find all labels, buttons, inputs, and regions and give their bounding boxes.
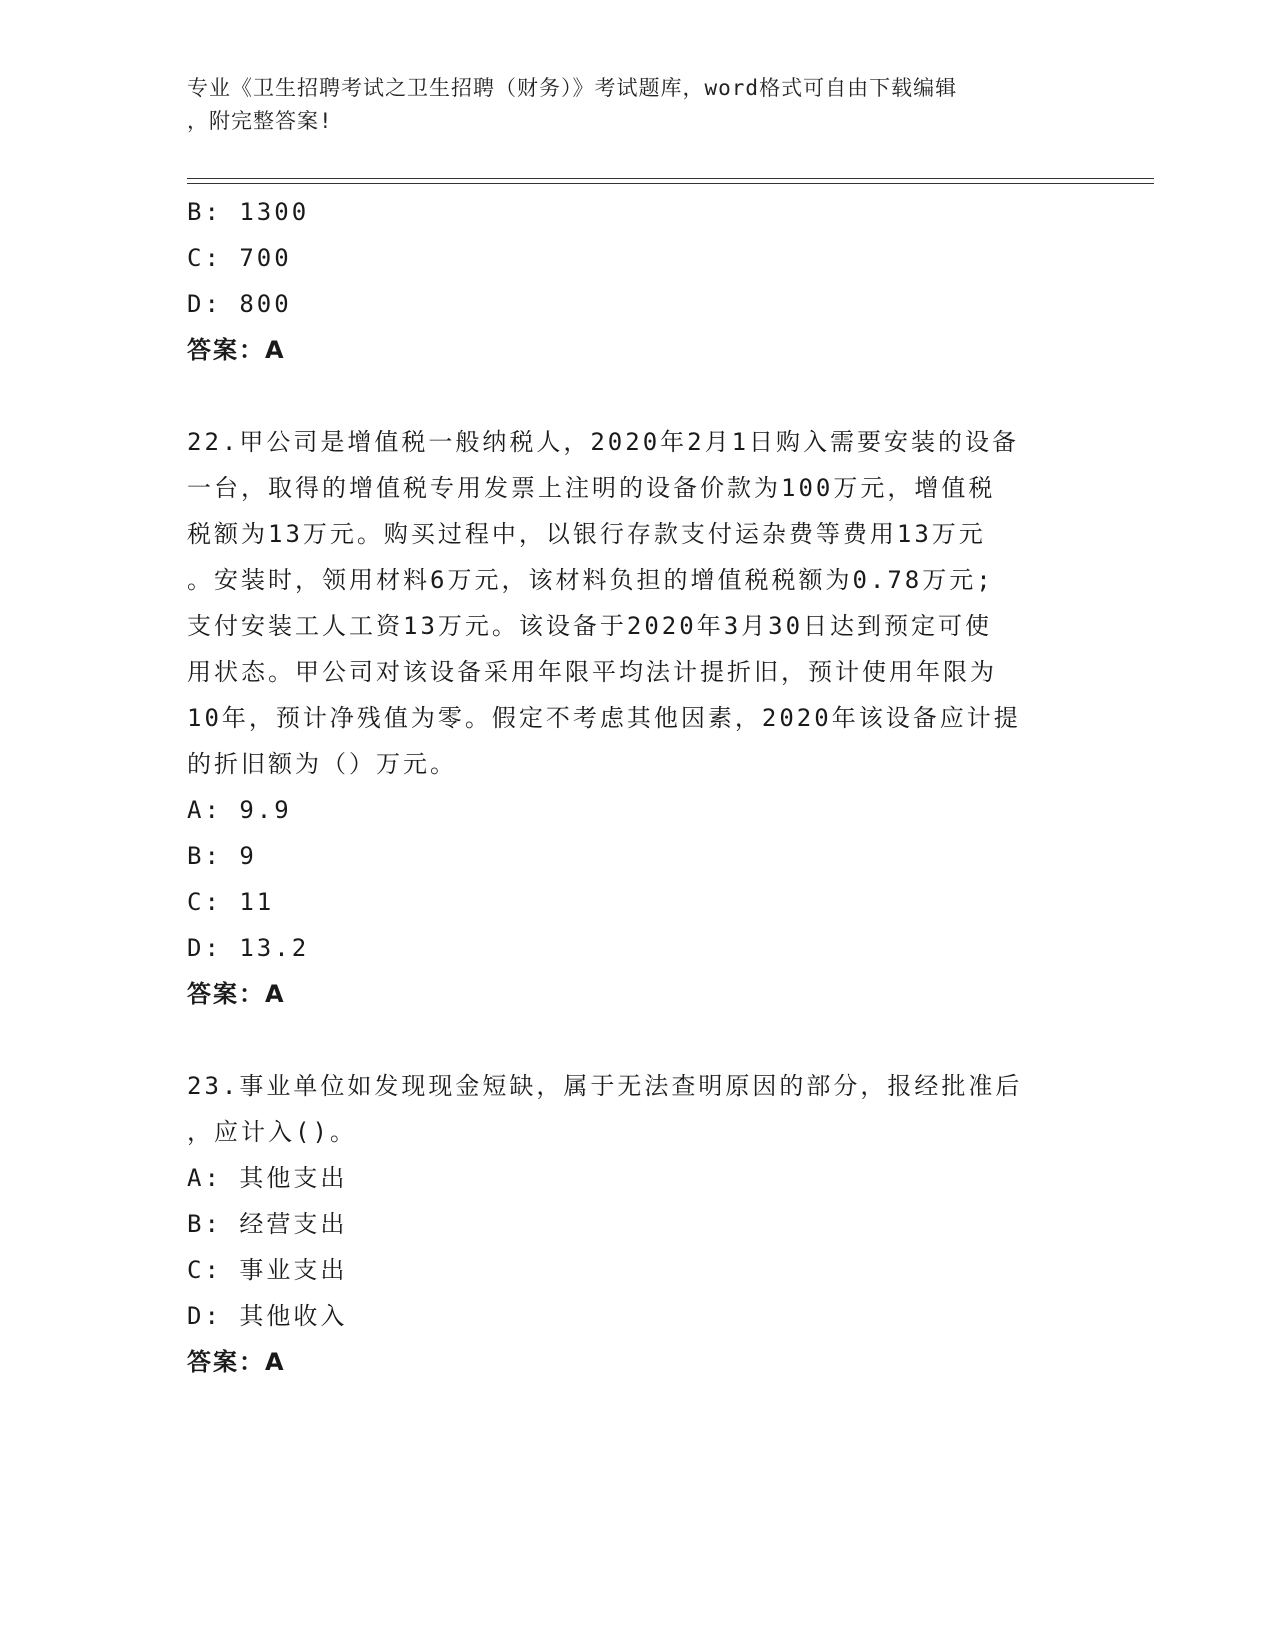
question-text-line: 10年，预计净残值为零。假定不考虑其他因素，2020年该设备应计提	[187, 704, 1021, 732]
question-text-line: 支付安装工人工资13万元。该设备于2020年3月30日达到预定可使	[187, 612, 993, 640]
option-d: D: 13.2	[187, 934, 310, 962]
question-text-line: 。安装时，领用材料6万元，该材料负担的增值税税额为0.78万元;	[187, 566, 994, 594]
option-a: A: 9.9	[187, 796, 292, 824]
option-d: D: 其他收入	[187, 1302, 348, 1330]
answer-line: 答案：A	[187, 980, 286, 1008]
question-text-line: 22.甲公司是增值税一般纳税人，2020年2月1日购入需要安装的设备	[187, 428, 1020, 456]
document-header	[187, 72, 1067, 138]
question-text-line: 的折旧额为（）万元。	[187, 750, 457, 778]
question-text-line: 23.事业单位如发现现金短缺，属于无法查明原因的部分，报经批准后	[187, 1072, 1023, 1100]
answer-line: 答案：A	[187, 1348, 286, 1376]
spacer	[187, 373, 1087, 419]
option-a: A: 其他支出	[187, 1164, 348, 1192]
option-d: D: 800	[187, 290, 292, 318]
header-line-1: 专业《卫生招聘考试之卫生招聘（财务）》考试题库，word格式可自由下载编辑	[187, 76, 958, 100]
question-23	[187, 1063, 1087, 1385]
option-c: C: 700	[187, 244, 292, 272]
question-21	[187, 189, 1087, 373]
option-c: C: 事业支出	[187, 1256, 348, 1284]
answer-line: 答案：A	[187, 336, 286, 364]
option-c: C: 11	[187, 888, 275, 916]
header-rule-bottom	[187, 183, 1154, 184]
question-22	[187, 419, 1087, 1017]
option-b: B: 经营支出	[187, 1210, 348, 1238]
question-text-line: 税额为13万元。购买过程中，以银行存款支付运杂费等费用13万元	[187, 520, 986, 548]
question-text-line: 用状态。甲公司对该设备采用年限平均法计提折旧，预计使用年限为	[187, 658, 997, 686]
option-b: B: 9	[187, 842, 257, 870]
document-body	[187, 189, 1087, 1385]
question-text-line: 一台，取得的增值税专用发票上注明的设备价款为100万元，增值税	[187, 474, 996, 502]
spacer	[187, 1017, 1087, 1063]
option-b: B: 1300	[187, 198, 310, 226]
question-text-line: ，应计入()。	[187, 1118, 357, 1146]
header-line-2: ，附完整答案!	[187, 109, 333, 133]
header-rule-top	[187, 178, 1154, 179]
